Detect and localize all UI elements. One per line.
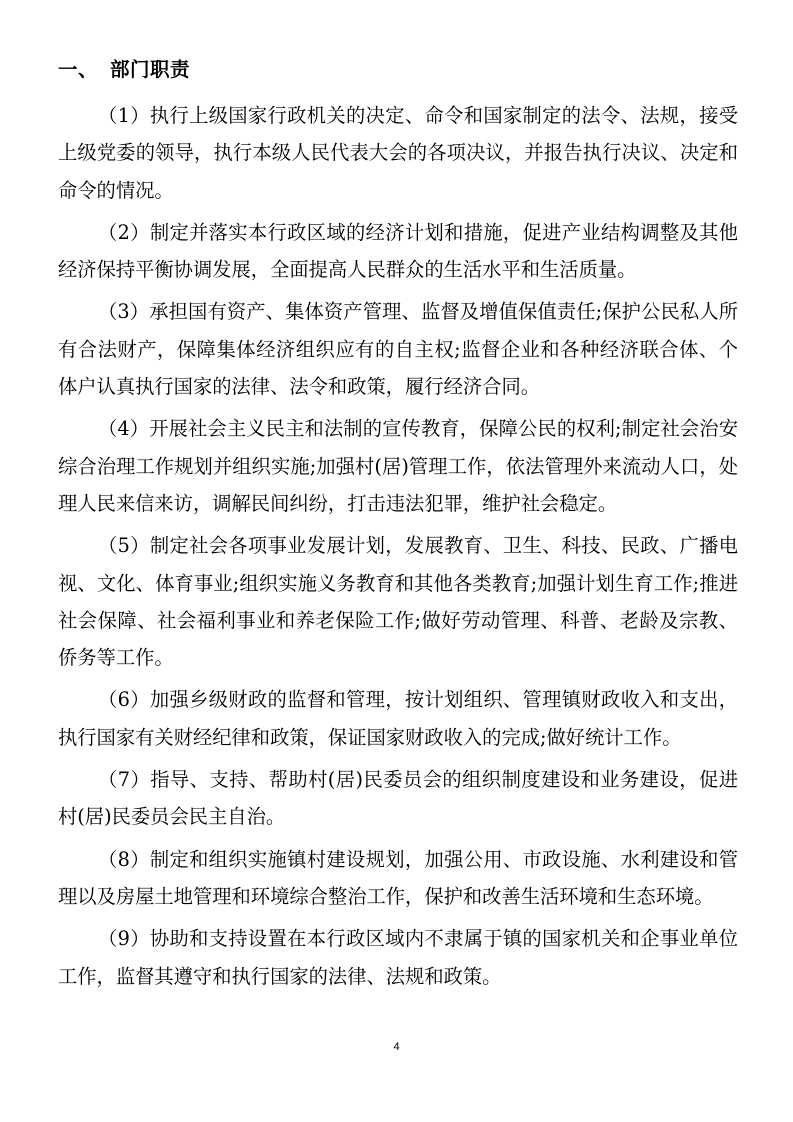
- body-text: [58, 97, 738, 1000]
- duty-paragraph-3: （3）承担国有资产、集体资产管理、监督及增值保值责任;保护公民私人所有合法财产，保障集体经济组织应有的自主权;监督企业和各种经济联合体、个体户认真执行国家的法律、法令和政策，履行经济合同。: [58, 300, 738, 399]
- duty-paragraph-1: （1）执行上级国家行政机关的决定、命令和国家制定的法令、法规，接受上级党委的领导，执行本级人民代表大会的各项决议，并报告执行决议、决定和命令的情况。: [58, 104, 738, 202]
- duty-paragraph-4: （4）开展社会主义民主和法制的宣传教育，保障公民的权利;制定社会治安综合治理工作规划并组织实施;加强村(居)管理工作，依法管理外来流动人口，处理人民来信来访，调解民间纠纷，打击违法犯罪，维护社会稳定。: [58, 417, 738, 515]
- section-title: 部门职责: [110, 58, 191, 81]
- duty-paragraph-2: （2）制定并落实本行政区域的经济计划和措施，促进产业结构调整及其他经济保持平衡协调发展，全面提高人民群众的生活水平和生活质量。: [58, 220, 738, 282]
- section-heading: [58, 52, 190, 88]
- page-number: 4: [393, 1041, 400, 1053]
- duty-paragraph-6: （6）加强乡级财政的监督和管理，按计划组织、管理镇财政收入和支出，执行国家有关财经纪律和政策，保证国家财政收入的完成;做好统计工作。: [58, 688, 738, 749]
- duty-paragraph-8: （8）制定和组织实施镇村建设规划，加强公用、市政设施、水利建设和管理以及房屋土地管理和环境综合整治工作，保护和改善生活环境和生态环境。: [58, 847, 738, 908]
- duty-paragraph-9: （9）协助和支持设置在本行政区域内不隶属于镇的国家机关和企事业单位工作，监督其遵守和执行国家的法律、法规和政策。: [58, 927, 738, 988]
- section-number: 一、: [58, 58, 99, 81]
- duty-paragraph-7: （7）指导、支持、帮助村(居)民委员会的组织制度建设和业务建设，促进村(居)民委员会民主自治。: [58, 768, 738, 829]
- duty-paragraph-5: （5）制定社会各项事业发展计划，发展教育、卫生、科技、民政、广播电视、文化、体育事业;组织实施义务教育和其他各类教育;加强计划生育工作;推进社会保障、社会福利事业和养老保险工作;做好劳动管理、科普、老龄及宗教、侨务等工作。: [58, 534, 738, 670]
